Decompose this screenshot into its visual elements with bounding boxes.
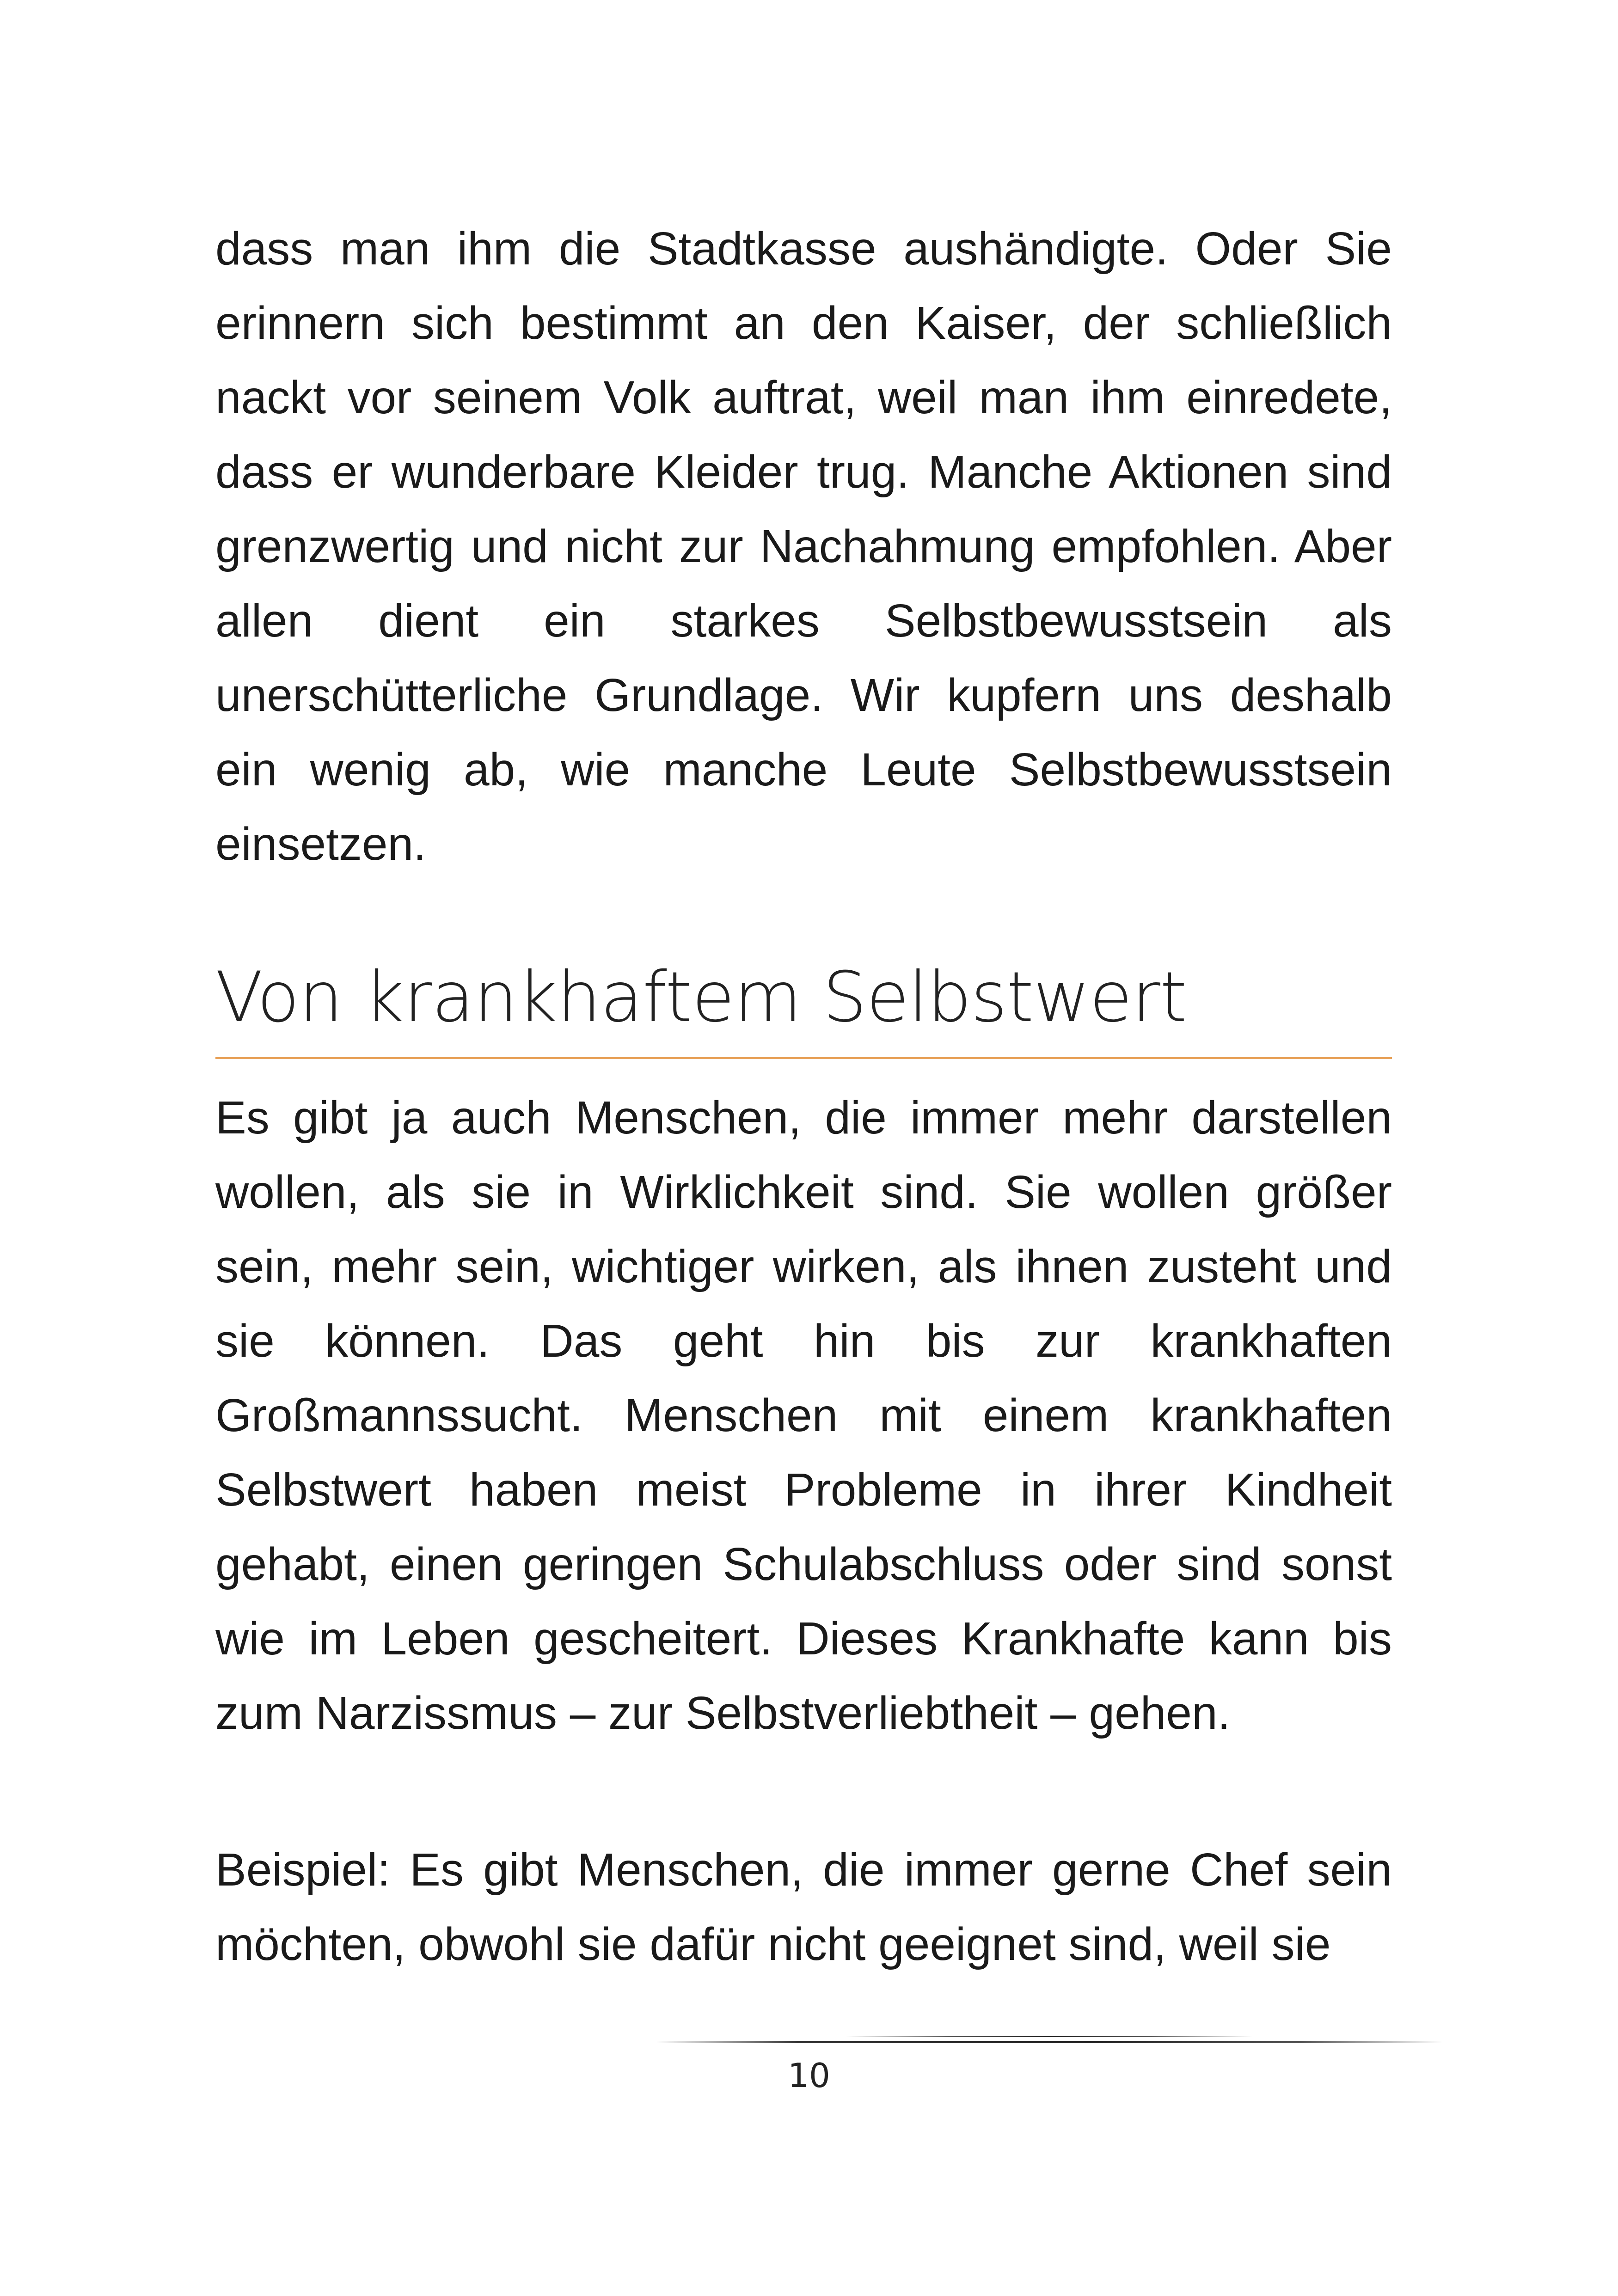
footer-divider [656,2041,1442,2043]
body-paragraph: dass man ihm die Stadtkasse aushändigte. Oder Sie erinnern sich bestimmt an den Kaiser, der schließlich nackt vor seinem Volk auftrat, weil man ihm einredete, dass er wunderbare Kleider trug. Manche Aktionen sind grenzwertig und nicht zur Nachahmung empfohlen. Aber allen dient ein starkes Selbstbewusstsein als unerschütterliche Grundlage. Wir kupfern uns deshalb ein wenig ab, wie manche Leute Selbstbewusstsein einsetzen. [215,223,1392,870]
body-paragraph: Es gibt ja auch Menschen, die immer mehr darstellen wollen, als sie in Wirklichkeit sind. Sie wollen größer sein, mehr sein, wichtiger wirken, als ihnen zusteht und sie können. Das geht hin bis zur krankhaften Großmannssucht. Menschen mit einem krankhaften Selbstwert haben meist Probleme in ihrer Kindheit gehabt, einen geringen Schulabschluss oder sind sonst wie im Leben gescheitert. Dieses Krankhafte kann bis zum Narzissmus – zur Selbstverliebtheit – gehen. [215,1092,1392,1739]
page-number: 10 [788,2056,830,2095]
example-paragraph: Beispiel: Es gibt Menschen, die immer gerne Chef sein möchten, obwohl sie dafür nicht geeignet sind, weil sie [215,1844,1392,1970]
heading-underline [215,1057,1392,1059]
footer-divider [846,2036,1253,2037]
section-heading: Von krankhaftem Selbstwert [215,957,1187,1038]
